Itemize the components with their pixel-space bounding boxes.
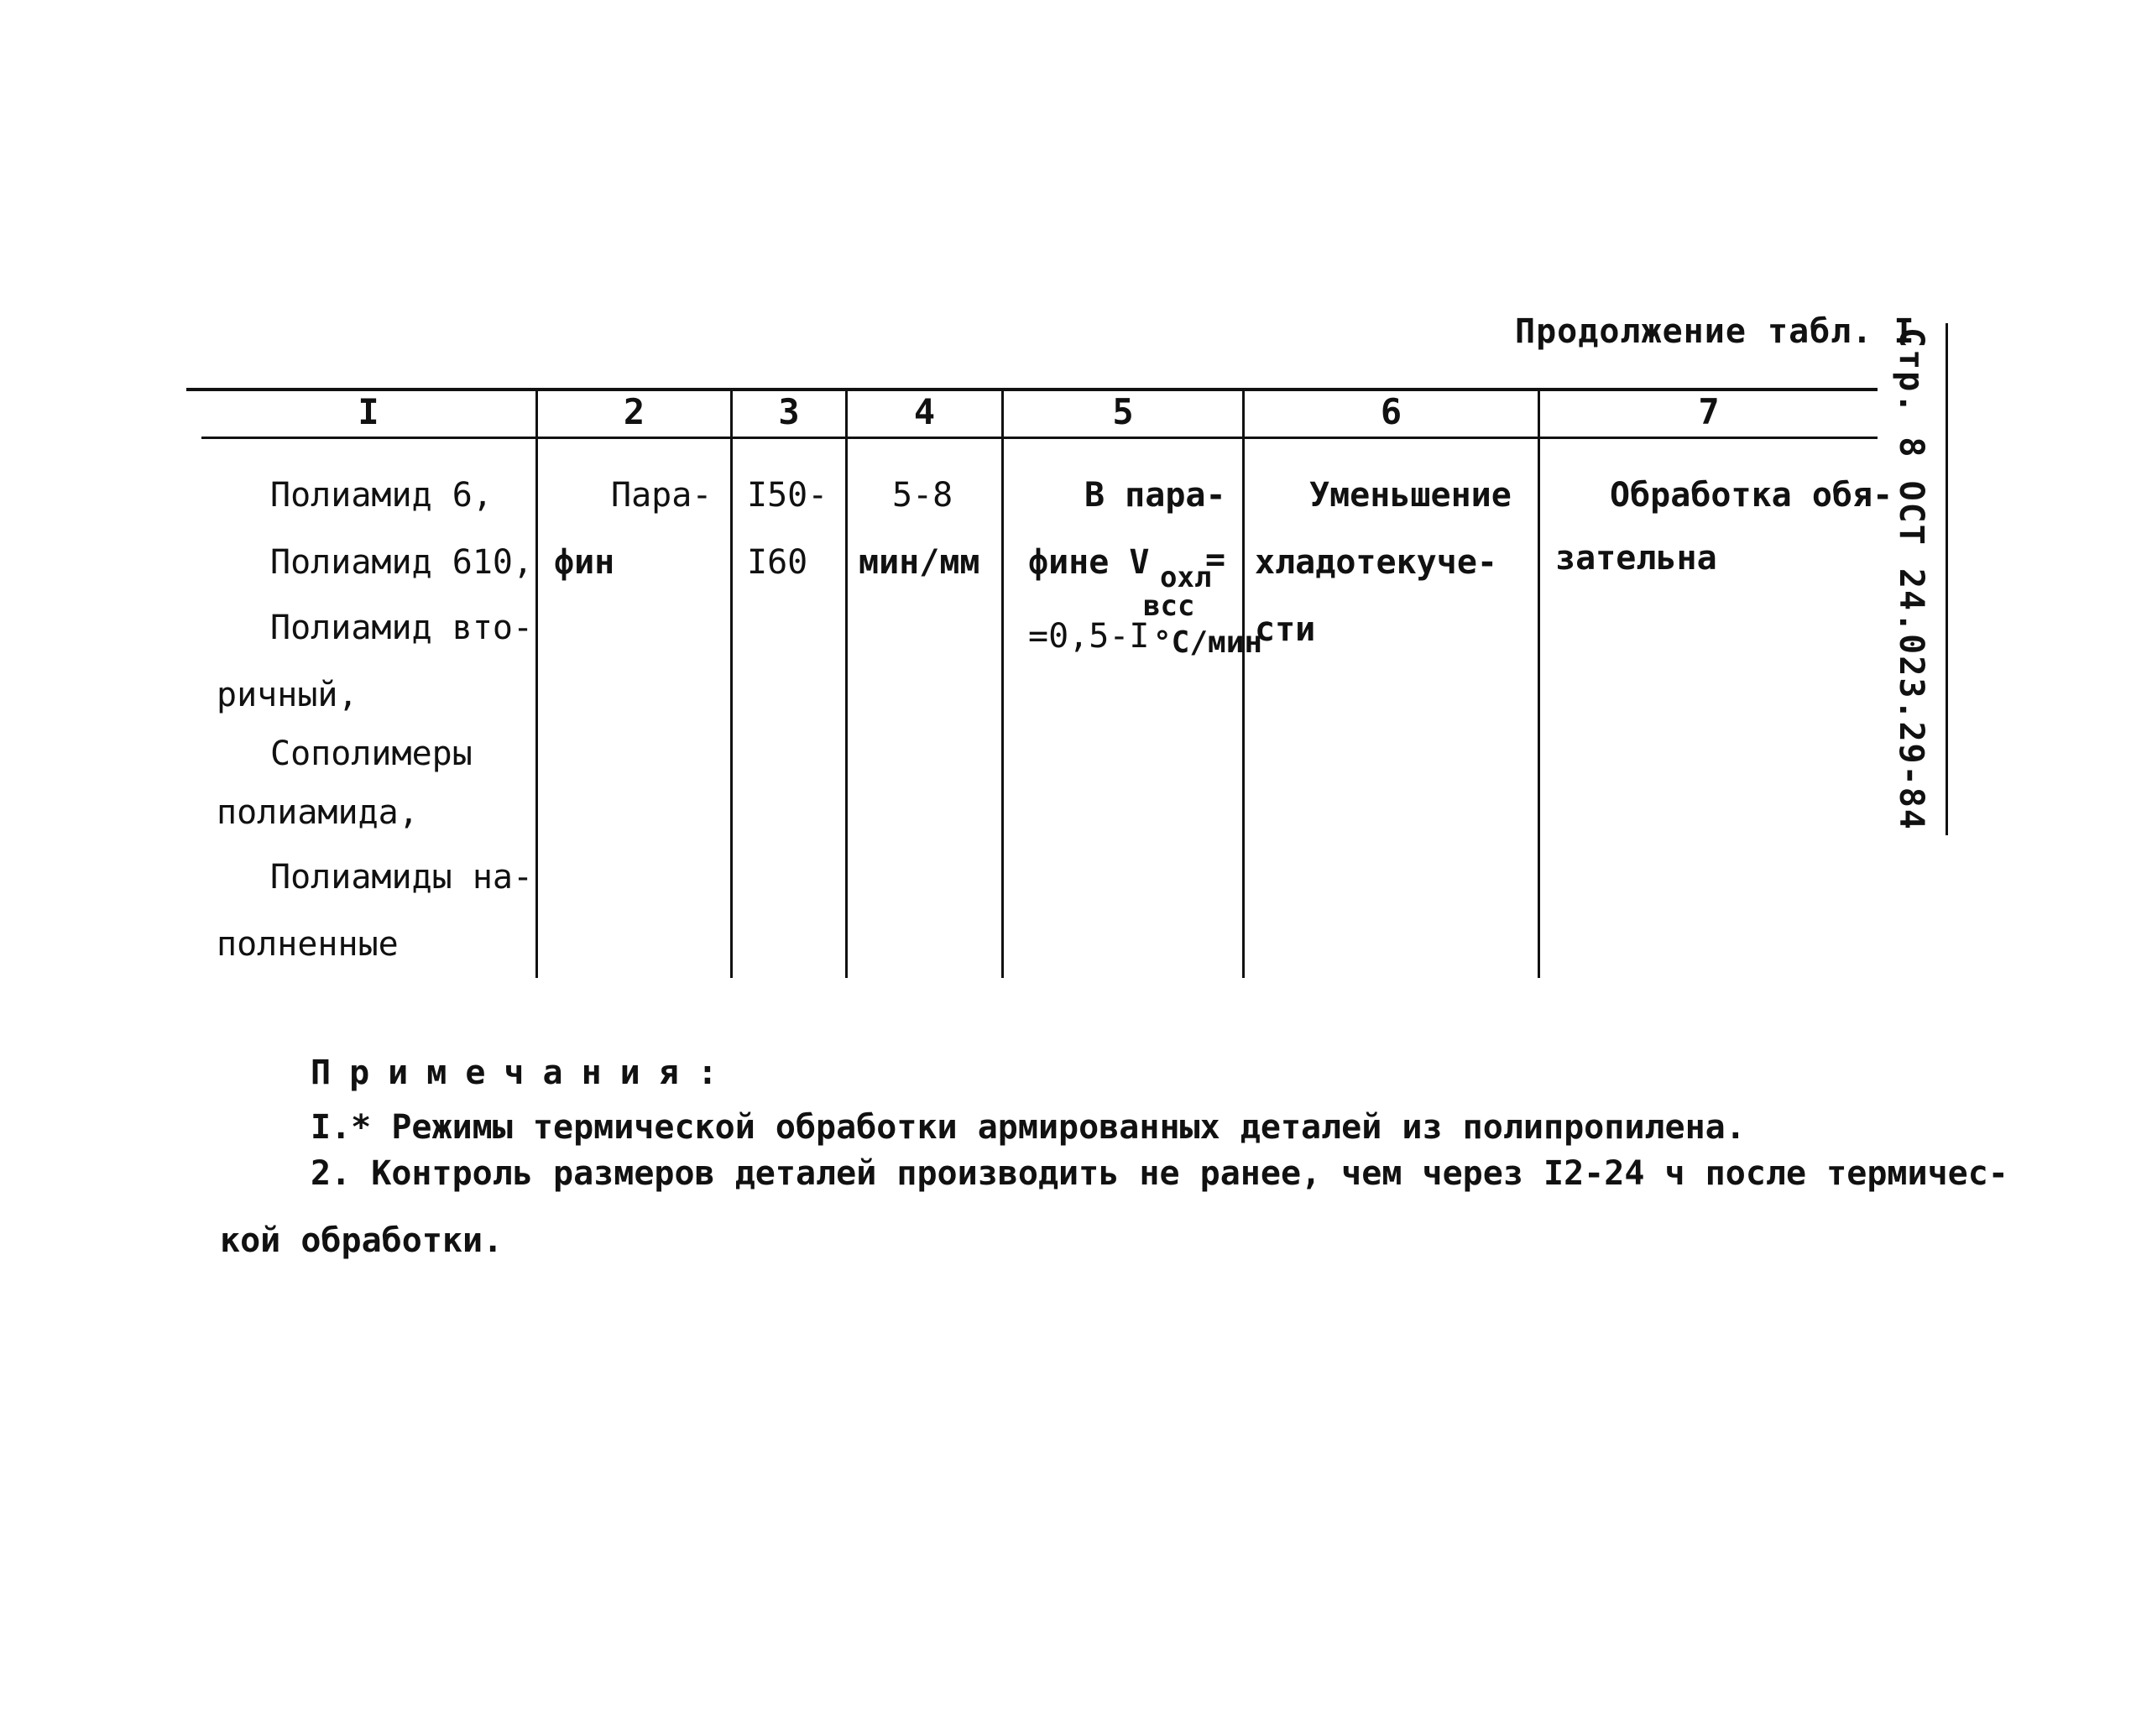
material-line: Полиамид 6, xyxy=(270,476,493,515)
column-divider xyxy=(1242,390,1245,978)
column-divider xyxy=(1538,390,1540,978)
medium-line: фин xyxy=(554,543,615,582)
cooling-unit: °С/мин xyxy=(1153,625,1263,660)
column-header-2: 2 xyxy=(623,391,645,432)
purpose-line: хладотекуче- xyxy=(1255,543,1497,582)
cooling-subscript-2: всс xyxy=(1143,589,1195,623)
notes-title: Примечания: xyxy=(311,1054,736,1092)
cooling-equals: = xyxy=(1205,541,1226,579)
note-item: 2. Контроль размеров деталей производить не ранее, чем через I2-24 ч после термичес- xyxy=(311,1154,2008,1193)
purpose-line: Уменьшение xyxy=(1309,476,1512,515)
column-header-5: 5 xyxy=(1112,391,1134,432)
medium-line: Пара- xyxy=(611,476,713,515)
cooling-subscript: охл xyxy=(1160,561,1212,594)
purpose-line: сти xyxy=(1255,610,1316,649)
material-line: Сополимеры xyxy=(270,735,473,773)
column-divider xyxy=(845,390,848,978)
column-divider xyxy=(1001,390,1004,978)
temperature-line: I50- xyxy=(747,476,828,515)
column-header-6: 6 xyxy=(1380,391,1402,432)
material-line: полненные xyxy=(217,925,399,964)
duration-line: 5-8 xyxy=(892,476,953,515)
material-line: полиамида, xyxy=(217,793,419,832)
temperature-line: I60 xyxy=(747,543,808,582)
table-continuation-caption: Продолжение табл. I xyxy=(1515,312,1915,351)
side-page-reference: Стр. 8 ОСТ 24.023.29-84 xyxy=(1892,327,1930,831)
table-header-rule xyxy=(201,437,1878,439)
column-divider xyxy=(730,390,733,978)
requirement-line: Обработка обя- xyxy=(1610,476,1893,515)
cooling-line: В пара- xyxy=(1084,476,1226,515)
column-header-4: 4 xyxy=(913,391,936,432)
material-line: Полиамиды на- xyxy=(270,858,534,897)
requirement-line: зательна xyxy=(1555,539,1717,578)
duration-line: мин/мм xyxy=(859,543,980,582)
column-header-1: I xyxy=(358,391,379,432)
cooling-line: =0,5-I xyxy=(1028,617,1150,656)
cooling-line: фине V xyxy=(1028,543,1150,582)
note-item: I.* Режимы термической обработки армированных деталей из полипропилена. xyxy=(311,1108,1746,1147)
material-line: Полиамид вто- xyxy=(270,609,534,647)
column-header-7: 7 xyxy=(1698,391,1720,432)
note-item: кой обработки. xyxy=(220,1221,504,1260)
side-rule xyxy=(1946,323,1948,835)
material-line: ричный, xyxy=(217,676,358,714)
material-line: Полиамид 610, xyxy=(270,543,534,582)
column-divider xyxy=(535,390,538,978)
column-header-3: 3 xyxy=(778,391,800,432)
